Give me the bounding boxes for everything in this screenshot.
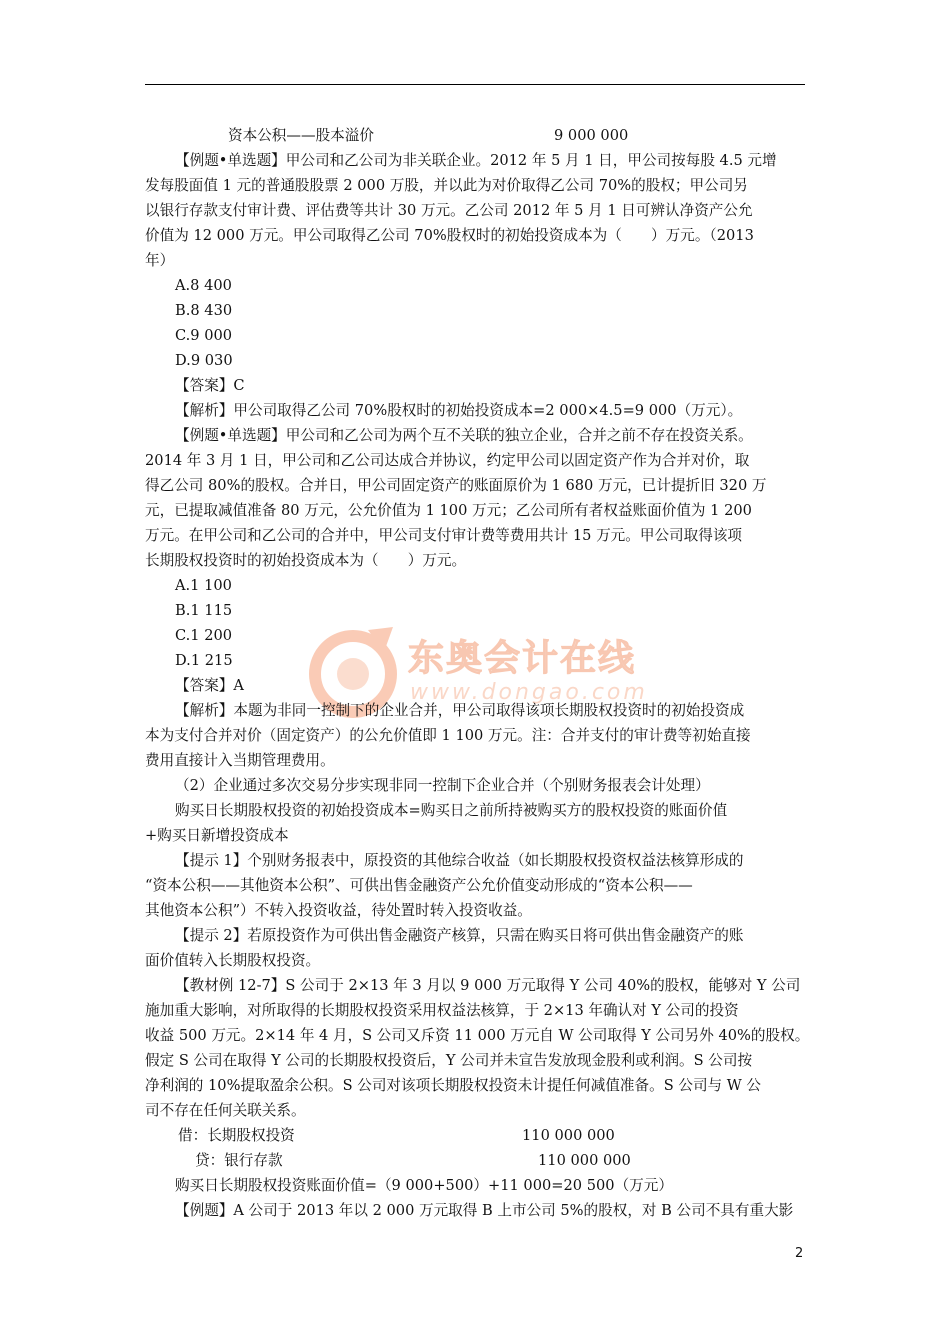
question-1-line: 以银行存款支付审计费、评估费等共计 30 万元。乙公司 2012 年 5 月 1 日可辨认净资产公允 bbox=[145, 202, 753, 219]
answer-2: 【答案】A bbox=[175, 677, 244, 694]
analysis-2-line: 本为支付合并对价（固定资产）的公允价值即 1 100 万元。注：合并支付的审计费等初始直接 bbox=[145, 727, 751, 744]
answer-1: 【答案】C bbox=[175, 377, 245, 394]
entry-account: 借：长期股权投资 bbox=[178, 1127, 295, 1144]
formula-line: +购买日新增投资成本 bbox=[145, 827, 289, 844]
formula-line: 购买日长期股权投资的初始投资成本=购买日之前所持被购买方的股权投资的账面价值 bbox=[175, 802, 728, 819]
question-2-line: 长期股权投资时的初始投资成本为（ ）万元。 bbox=[145, 552, 467, 569]
analysis-2-line: 费用直接计入当期管理费用。 bbox=[145, 752, 335, 769]
example-line: 【教材例 12-7】S 公司于 2×13 年 3 月以 9 000 万元取得 Y 公司 40%的股权，能够对 Y 公司 bbox=[175, 977, 801, 994]
option-d: D.9 030 bbox=[175, 352, 233, 369]
journal-entry-line bbox=[145, 123, 808, 148]
watermark-name: 东奥会计在线 bbox=[408, 638, 637, 679]
entry-amount: 110 000 000 bbox=[522, 1127, 615, 1144]
example-line: 司不存在任何关联关系。 bbox=[145, 1102, 306, 1119]
entry-account: 资本公积——股本溢价 bbox=[228, 127, 374, 144]
tip-1-line: 其他资本公积”）不转入投资收益，待处置时转入投资收益。 bbox=[145, 902, 532, 919]
tip-1-line: 【提示 1】个别财务报表中，原投资的其他综合收益（如长期股权投资权益法核算形成的 bbox=[175, 852, 744, 869]
question-1-line: 年） bbox=[145, 252, 175, 269]
option-b: B.8 430 bbox=[175, 302, 233, 319]
question-1-line: 发每股面值 1 元的普通股股票 2 000 万股，并以此为对价取得乙公司 70%的股权；甲公司另 bbox=[145, 177, 748, 194]
tip-2-line: 面价值转入长期股权投资。 bbox=[145, 952, 321, 969]
document-body bbox=[145, 123, 808, 1223]
example-line: 净利润的 10%提取盈余公积。S 公司对该项长期股权投资未计提任何减值准备。S 公司与 W 公 bbox=[145, 1077, 762, 1094]
option-c: C.1 200 bbox=[175, 627, 233, 644]
header-rule bbox=[145, 84, 805, 85]
question-1-line: 【例题•单选题】甲公司和乙公司为非关联企业。2012 年 5 月 1 日，甲公司按每股 4.5 元增 bbox=[175, 152, 777, 169]
example-line: 假定 S 公司在取得 Y 公司的长期股权投资后，Y 公司并未宣告发放现金股利或利润。S 公司按 bbox=[145, 1052, 753, 1069]
question-2-line: 【例题•单选题】甲公司和乙公司为两个互不关联的独立企业，合并之前不存在投资关系。 bbox=[175, 427, 753, 444]
example-line: 施加重大影响，对所取得的长期股权投资采用权益法核算，于 2×13 年确认对 Y 公司的投资 bbox=[145, 1002, 739, 1019]
analysis-1: 【解析】甲公司取得乙公司 70%股权时的初始投资成本=2 000×4.5=9 000（万元）。 bbox=[175, 402, 743, 419]
section-heading: （2）企业通过多次交易分步实现非同一控制下企业合并（个别财务报表会计处理） bbox=[175, 777, 710, 794]
question-1-line: 价值为 12 000 万元。甲公司取得乙公司 70%股权时的初始投资成本为（ ）万元。（2013 bbox=[145, 227, 754, 244]
page-number: 2 bbox=[795, 1246, 804, 1261]
question-2-line: 元，已提取减值准备 80 万元，公允价值为 1 100 万元；乙公司所有者权益账面价值为 1 200 bbox=[145, 502, 752, 519]
option-b: B.1 115 bbox=[175, 602, 233, 619]
question-2-line: 万元。在甲公司和乙公司的合并中，甲公司支付审计费等费用共计 15 万元。甲公司取得该项 bbox=[145, 527, 743, 544]
analysis-2-line: 【解析】本题为非同一控制下的企业合并，甲公司取得该项长期股权投资时的初始投资成 bbox=[175, 702, 745, 719]
tip-1-line: “资本公积——其他资本公积”、可供出售金融资产公允价值变动形成的“资本公积—— bbox=[145, 877, 693, 894]
calculation-line: 购买日长期股权投资账面价值=（9 000+500）+11 000=20 500（万元） bbox=[175, 1177, 673, 1194]
watermark-url: www.dongao.com bbox=[410, 680, 648, 705]
option-a: A.8 400 bbox=[175, 277, 232, 294]
entry-amount: 110 000 000 bbox=[538, 1152, 631, 1169]
option-c: C.9 000 bbox=[175, 327, 233, 344]
journal-entry-line bbox=[145, 1123, 808, 1148]
question-2-line: 2014 年 3 月 1 日，甲公司和乙公司达成合并协议，约定甲公司以固定资产作为合并对价，取 bbox=[145, 452, 750, 469]
entry-account: 贷：银行存款 bbox=[195, 1152, 283, 1169]
option-a: A.1 100 bbox=[175, 577, 232, 594]
option-d: D.1 215 bbox=[175, 652, 233, 669]
entry-amount: 9 000 000 bbox=[554, 127, 629, 144]
question-2-line: 得乙公司 80%的股权。合并日，甲公司固定资产的账面原价为 1 680 万元，已计提折旧 320 万 bbox=[145, 477, 767, 494]
journal-entry-line bbox=[145, 1148, 808, 1173]
example-line: 收益 500 万元。2×14 年 4 月，S 公司又斥资 11 000 万元自 W 公司取得 Y 公司另外 40%的股权。 bbox=[145, 1027, 810, 1044]
tip-2-line: 【提示 2】若原投资作为可供出售金融资产核算，只需在购买日将可供出售金融资产的账 bbox=[175, 927, 744, 944]
example-2-line: 【例题】A 公司于 2013 年以 2 000 万元取得 B 上市公司 5%的股权，对 B 公司不具有重大影 bbox=[175, 1202, 794, 1219]
